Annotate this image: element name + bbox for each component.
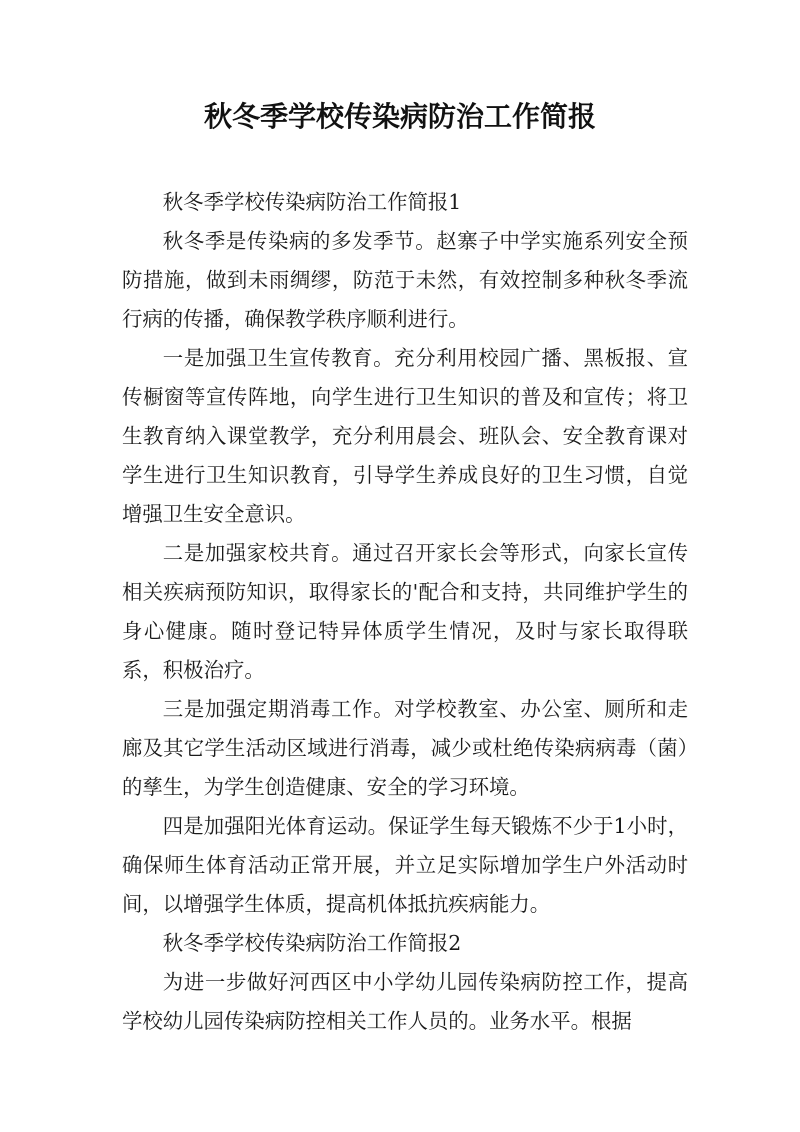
paragraph-measure-3: 三是加强定期消毒工作。对学校教室、办公室、厕所和走廊及其它学生活动区域进行消毒，减少或杜绝传染病病毒（菌）的孳生，为学生创造健康、安全的学习环境。 — [122, 697, 688, 799]
paragraph-measure-1: 一是加强卫生宣传教育。充分利用校园广播、黑板报、宣传橱窗等宣传阵地，向学生进行卫生知识的普及和宣传；将卫生教育纳入课堂教学，充分利用晨会、班队会、安全教育课对学生进行卫生知识教育，引导学生养成良好的卫生习惯，自觉增强卫生安全意识。 — [122, 346, 688, 526]
paragraph-heading-1: 秋冬季学校传染病防治工作简报1 — [162, 190, 462, 214]
document-body — [122, 183, 688, 1041]
paragraph-intro: 秋冬季是传染病的多发季节。赵寨子中学实施系列安全预防措施，做到未雨绸缪，防范于未然，有效控制多种秋冬季流行病的传播，确保教学秩序顺利进行。 — [122, 229, 688, 331]
paragraph-measure-4: 四是加强阳光体育运动。保证学生每天锻炼不少于1小时，确保师生体育活动正常开展，并立足实际增加学生户外活动时间，以增强学生体质，提高机体抵抗疾病能力。 — [122, 814, 688, 916]
paragraph-heading-2: 秋冬季学校传染病防治工作简报2 — [162, 931, 462, 955]
paragraph-measure-2: 二是加强家校共育。通过召开家长会等形式，向家长宣传相关疾病预防知识，取得家长的'配合和支持，共同维护学生的身心健康。随时登记特异体质学生情况，及时与家长取得联系，积极治疗。 — [122, 541, 688, 682]
paragraph-report-2-intro: 为进一步做好河西区中小学幼儿园传染病防控工作，提高学校幼儿园传染病防控相关工作人员的。业务水平。根据 — [122, 970, 688, 1033]
document-title: 秋冬季学校传染病防治工作简报 — [203, 100, 596, 133]
